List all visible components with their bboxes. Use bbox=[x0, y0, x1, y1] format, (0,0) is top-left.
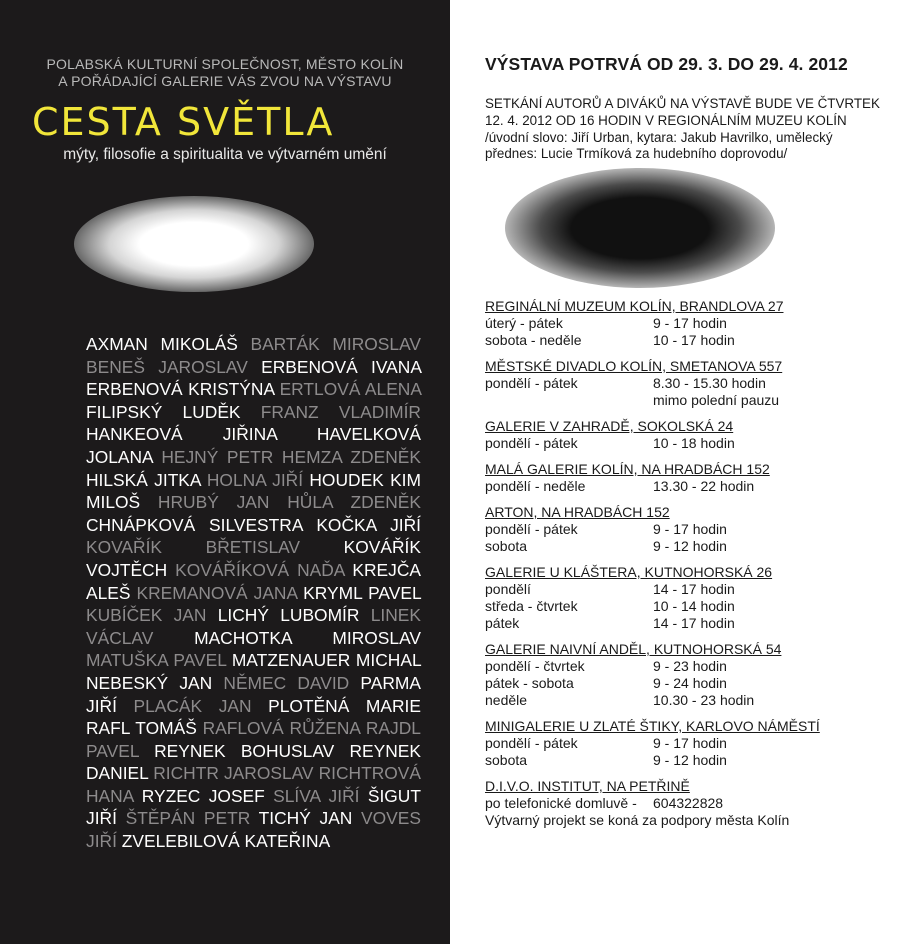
time-label: 604322828 bbox=[653, 795, 724, 811]
venue-list bbox=[485, 297, 885, 837]
artist-name: KRYML PAVEL bbox=[303, 582, 421, 603]
artist-name: RYZEC JOSEF bbox=[141, 785, 265, 806]
artist-name: VOVES JIŘÍ bbox=[86, 808, 421, 852]
artist-name: HEJNÝ PETR bbox=[161, 446, 274, 467]
time-label: 13.30 - 22 hodin bbox=[653, 478, 755, 494]
time-label: mimo polední pauzu bbox=[653, 392, 780, 408]
opening-hours-row bbox=[485, 315, 885, 332]
venue-block bbox=[485, 297, 885, 349]
artist-name: HAVELKOVÁ JOLANA bbox=[86, 424, 421, 467]
venue-block bbox=[485, 357, 885, 409]
time-label: 9 - 17 hodin bbox=[653, 521, 727, 537]
venue-name: REGINÁLNÍ MUZEUM KOLÍN, BRANDLOVA 27 bbox=[485, 298, 784, 314]
venue-name: MĚSTSKÉ DIVADLO KOLÍN, SMETANOVA 557 bbox=[485, 358, 783, 374]
artist-name: KOVÁŘÍK VOJTĚCH bbox=[86, 537, 421, 580]
time-label: 8.30 - 15.30 hodin bbox=[653, 375, 766, 391]
time-label: 14 - 17 hodin bbox=[653, 615, 735, 631]
opening-hours-row bbox=[485, 332, 885, 349]
days-label: středa - čtvrtek bbox=[485, 598, 578, 614]
time-label: 9 - 23 hodin bbox=[653, 658, 727, 674]
days-label: pátek - sobota bbox=[485, 675, 574, 691]
intro-line-2: A POŘÁDAJÍCÍ GALERIE VÁS ZVOU NA VÝSTAVU bbox=[58, 73, 392, 89]
artist-name: PLOTĚNÁ MARIE bbox=[268, 695, 421, 716]
exhibition-title: CESTA SVĚTLA bbox=[32, 100, 335, 144]
artist-name: HOLNA JIŘÍ bbox=[206, 469, 304, 490]
opening-hours-row bbox=[485, 581, 885, 598]
opening-hours-row bbox=[485, 675, 885, 692]
days-label: po telefonické domluvě - bbox=[485, 795, 637, 811]
artist-name: RAFL TOMÁŠ bbox=[86, 718, 197, 739]
opening-hours-row bbox=[485, 598, 885, 615]
artist-name: LICHÝ LUBOMÍR bbox=[217, 605, 360, 626]
artist-name: HOUDEK KIM MILOŠ bbox=[86, 469, 421, 513]
opening-hours-row bbox=[485, 735, 885, 752]
time-label: 10.30 - 23 hodin bbox=[653, 692, 755, 708]
artist-name: KOVAŘÍK BŘETISLAV bbox=[86, 537, 301, 558]
time-label: 10 - 17 hodin bbox=[653, 332, 735, 348]
time-label: 10 - 14 hodin bbox=[653, 598, 735, 614]
days-label: pondělí - pátek bbox=[485, 735, 578, 751]
days-label: neděle bbox=[485, 692, 528, 708]
intro-line-1: POLABSKÁ KULTURNÍ SPOLEČNOST, MĚSTO KOLÍN bbox=[46, 56, 404, 72]
venue-name: ARTON, NA HRADBÁCH 152 bbox=[485, 504, 670, 520]
opening-hours-row bbox=[485, 538, 885, 555]
days-label: pondělí - čtvrtek bbox=[485, 658, 585, 674]
opening-hours-row bbox=[485, 392, 885, 409]
artist-name: KREMANOVÁ JANA bbox=[136, 582, 298, 603]
days-label: pondělí - neděle bbox=[485, 478, 586, 494]
artist-name: HEMZA ZDENĚK bbox=[281, 446, 421, 467]
days-label: úterý - pátek bbox=[485, 315, 563, 331]
days-label: sobota - neděle bbox=[485, 332, 582, 348]
exhibition-dates-headline: VÝSTAVA POTRVÁ OD 29. 3. DO 29. 4. 2012 bbox=[485, 54, 848, 74]
artist-name: ERBENOVÁ IVANA bbox=[261, 356, 421, 377]
artist-name: SLÍVA JIŘÍ bbox=[273, 785, 360, 806]
meeting-announcement bbox=[485, 96, 885, 163]
artist-name: REYNEK BOHUSLAV bbox=[154, 740, 335, 761]
days-label: pondělí - pátek bbox=[485, 521, 578, 537]
opening-hours-row bbox=[485, 615, 885, 632]
days-label: sobota bbox=[485, 538, 528, 554]
days-label: Výtvarný projekt se koná za podpory města Kolín bbox=[485, 812, 790, 828]
artist-name: ŠTĚPÁN PETR bbox=[125, 808, 251, 829]
opening-hours-row bbox=[485, 692, 885, 709]
artist-name: ERTLOVÁ ALENA bbox=[279, 379, 421, 400]
time-label: 9 - 17 hodin bbox=[653, 315, 727, 331]
artist-name: RAJDL PAVEL bbox=[86, 718, 421, 761]
days-label: pondělí - pátek bbox=[485, 435, 578, 451]
artist-name: HRUBÝ JAN bbox=[157, 492, 270, 513]
artist-name: KREJČA ALEŠ bbox=[86, 559, 421, 603]
days-label: pondělí - pátek bbox=[485, 375, 578, 391]
opening-hours-row bbox=[485, 478, 885, 495]
artist-name: MATUŠKA PAVEL bbox=[86, 650, 227, 671]
artist-name: KOVÁŘÍKOVÁ NAĎA bbox=[175, 559, 345, 580]
time-label: 14 - 17 hodin bbox=[653, 581, 735, 597]
venue-block bbox=[485, 417, 885, 452]
artist-name: BENEŠ JAROSLAV bbox=[86, 356, 248, 377]
venue-name: GALERIE U KLÁŠTERA, KUTNOHORSKÁ 26 bbox=[485, 564, 773, 580]
artist-name: KUBÍČEK JAN bbox=[86, 605, 207, 626]
artist-name: HŮLA ZDENĚK bbox=[287, 492, 421, 513]
venue-name: GALERIE V ZAHRADĚ, SOKOLSKÁ 24 bbox=[485, 418, 734, 434]
artist-name: RICHTROVÁ HANA bbox=[86, 763, 421, 806]
artist-name: AXMAN MIKOLÁŠ bbox=[86, 334, 238, 354]
artist-name: MACHOTKA MIROSLAV bbox=[194, 627, 421, 648]
artist-name: KOČKA JIŘÍ bbox=[316, 514, 421, 535]
venue-name: MALÁ GALERIE KOLÍN, NA HRADBÁCH 152 bbox=[485, 461, 770, 477]
artist-name: RAFLOVÁ RŮŽENA bbox=[202, 718, 361, 739]
artist-name: BARTÁK MIROSLAV bbox=[250, 334, 421, 354]
days-label: sobota bbox=[485, 752, 528, 768]
artist-name: ERBENOVÁ KRISTÝNA bbox=[86, 379, 275, 400]
opening-hours-row bbox=[485, 435, 885, 452]
right-panel bbox=[450, 0, 900, 944]
days-label bbox=[485, 392, 653, 409]
time-label: 10 - 18 hodin bbox=[653, 435, 735, 451]
artist-name: FRANZ VLADIMÍR bbox=[260, 401, 421, 422]
intro-text bbox=[0, 56, 450, 90]
artist-name: NEBESKÝ JAN bbox=[86, 672, 213, 693]
artist-list bbox=[86, 333, 421, 853]
opening-hours-row bbox=[485, 812, 885, 829]
exhibition-subtitle: mýty, filosofie a spiritualita ve výtvarném umění bbox=[63, 146, 387, 163]
time-label: 9 - 12 hodin bbox=[653, 752, 727, 768]
artist-name: REYNEK DANIEL bbox=[86, 740, 421, 784]
venue-block bbox=[485, 717, 885, 769]
time-label: 9 - 17 hodin bbox=[653, 735, 727, 751]
artist-name: PLACÁK JAN bbox=[133, 695, 252, 716]
meeting-line: /úvodní slovo: Jiří Urban, kytara: Jakub Havrilko, umělecký bbox=[485, 129, 833, 145]
light-glow-image bbox=[74, 196, 314, 292]
artist-name: PARMA JIŘÍ bbox=[86, 672, 421, 716]
venue-block bbox=[485, 503, 885, 555]
days-label: pátek bbox=[485, 615, 520, 631]
venue-name: MINIGALERIE U ZLATÉ ŠTIKY, KARLOVO NÁMĚSTÍ bbox=[485, 718, 820, 734]
opening-hours-row bbox=[485, 658, 885, 675]
venue-name: D.I.V.O. INSTITUT, NA PETŘINĚ bbox=[485, 778, 690, 794]
venue-name: GALERIE NAIVNÍ ANDĚL, KUTNOHORSKÁ 54 bbox=[485, 641, 782, 657]
artist-name: HILSKÁ JITKA bbox=[86, 469, 201, 490]
opening-hours-row bbox=[485, 752, 885, 769]
artist-name: FILIPSKÝ LUDĚK bbox=[86, 401, 241, 422]
days-label: pondělí bbox=[485, 581, 531, 597]
artist-name: MATZENAUER MICHAL bbox=[231, 650, 421, 671]
meeting-line: SETKÁNÍ AUTORŮ A DIVÁKŮ NA VÝSTAVĚ BUDE VE ČTVRTEK bbox=[485, 96, 880, 111]
venue-block bbox=[485, 777, 885, 829]
artist-name: NĚMEC DAVID bbox=[223, 672, 350, 693]
venue-block bbox=[485, 563, 885, 632]
artist-name: ŠIGUT JIŘÍ bbox=[86, 785, 421, 829]
artist-name: CHNÁPKOVÁ SILVESTRA bbox=[86, 514, 303, 535]
artist-name: TICHÝ JAN bbox=[258, 808, 353, 829]
artist-name: HANKEOVÁ JIŘINA bbox=[86, 424, 277, 445]
opening-hours-row bbox=[485, 375, 885, 392]
meeting-line: přednes: Lucie Trmíková za hudebního doprovodu/ bbox=[485, 146, 788, 162]
time-label: 9 - 24 hodin bbox=[653, 675, 727, 691]
artist-name: RICHTR JAROSLAV bbox=[153, 763, 314, 784]
artist-name: LINEK VÁCLAV bbox=[86, 605, 421, 648]
meeting-line: 12. 4. 2012 OD 16 HODIN V REGIONÁLNÍM MUZEU KOLÍN bbox=[485, 112, 847, 128]
time-label: 9 - 12 hodin bbox=[653, 538, 727, 554]
opening-hours-row bbox=[485, 521, 885, 538]
opening-hours-row bbox=[485, 795, 885, 812]
artist-name: ZVELEBILOVÁ KATEŘINA bbox=[121, 831, 331, 852]
dark-glow-image bbox=[505, 168, 775, 288]
venue-block bbox=[485, 460, 885, 495]
venue-block bbox=[485, 640, 885, 709]
